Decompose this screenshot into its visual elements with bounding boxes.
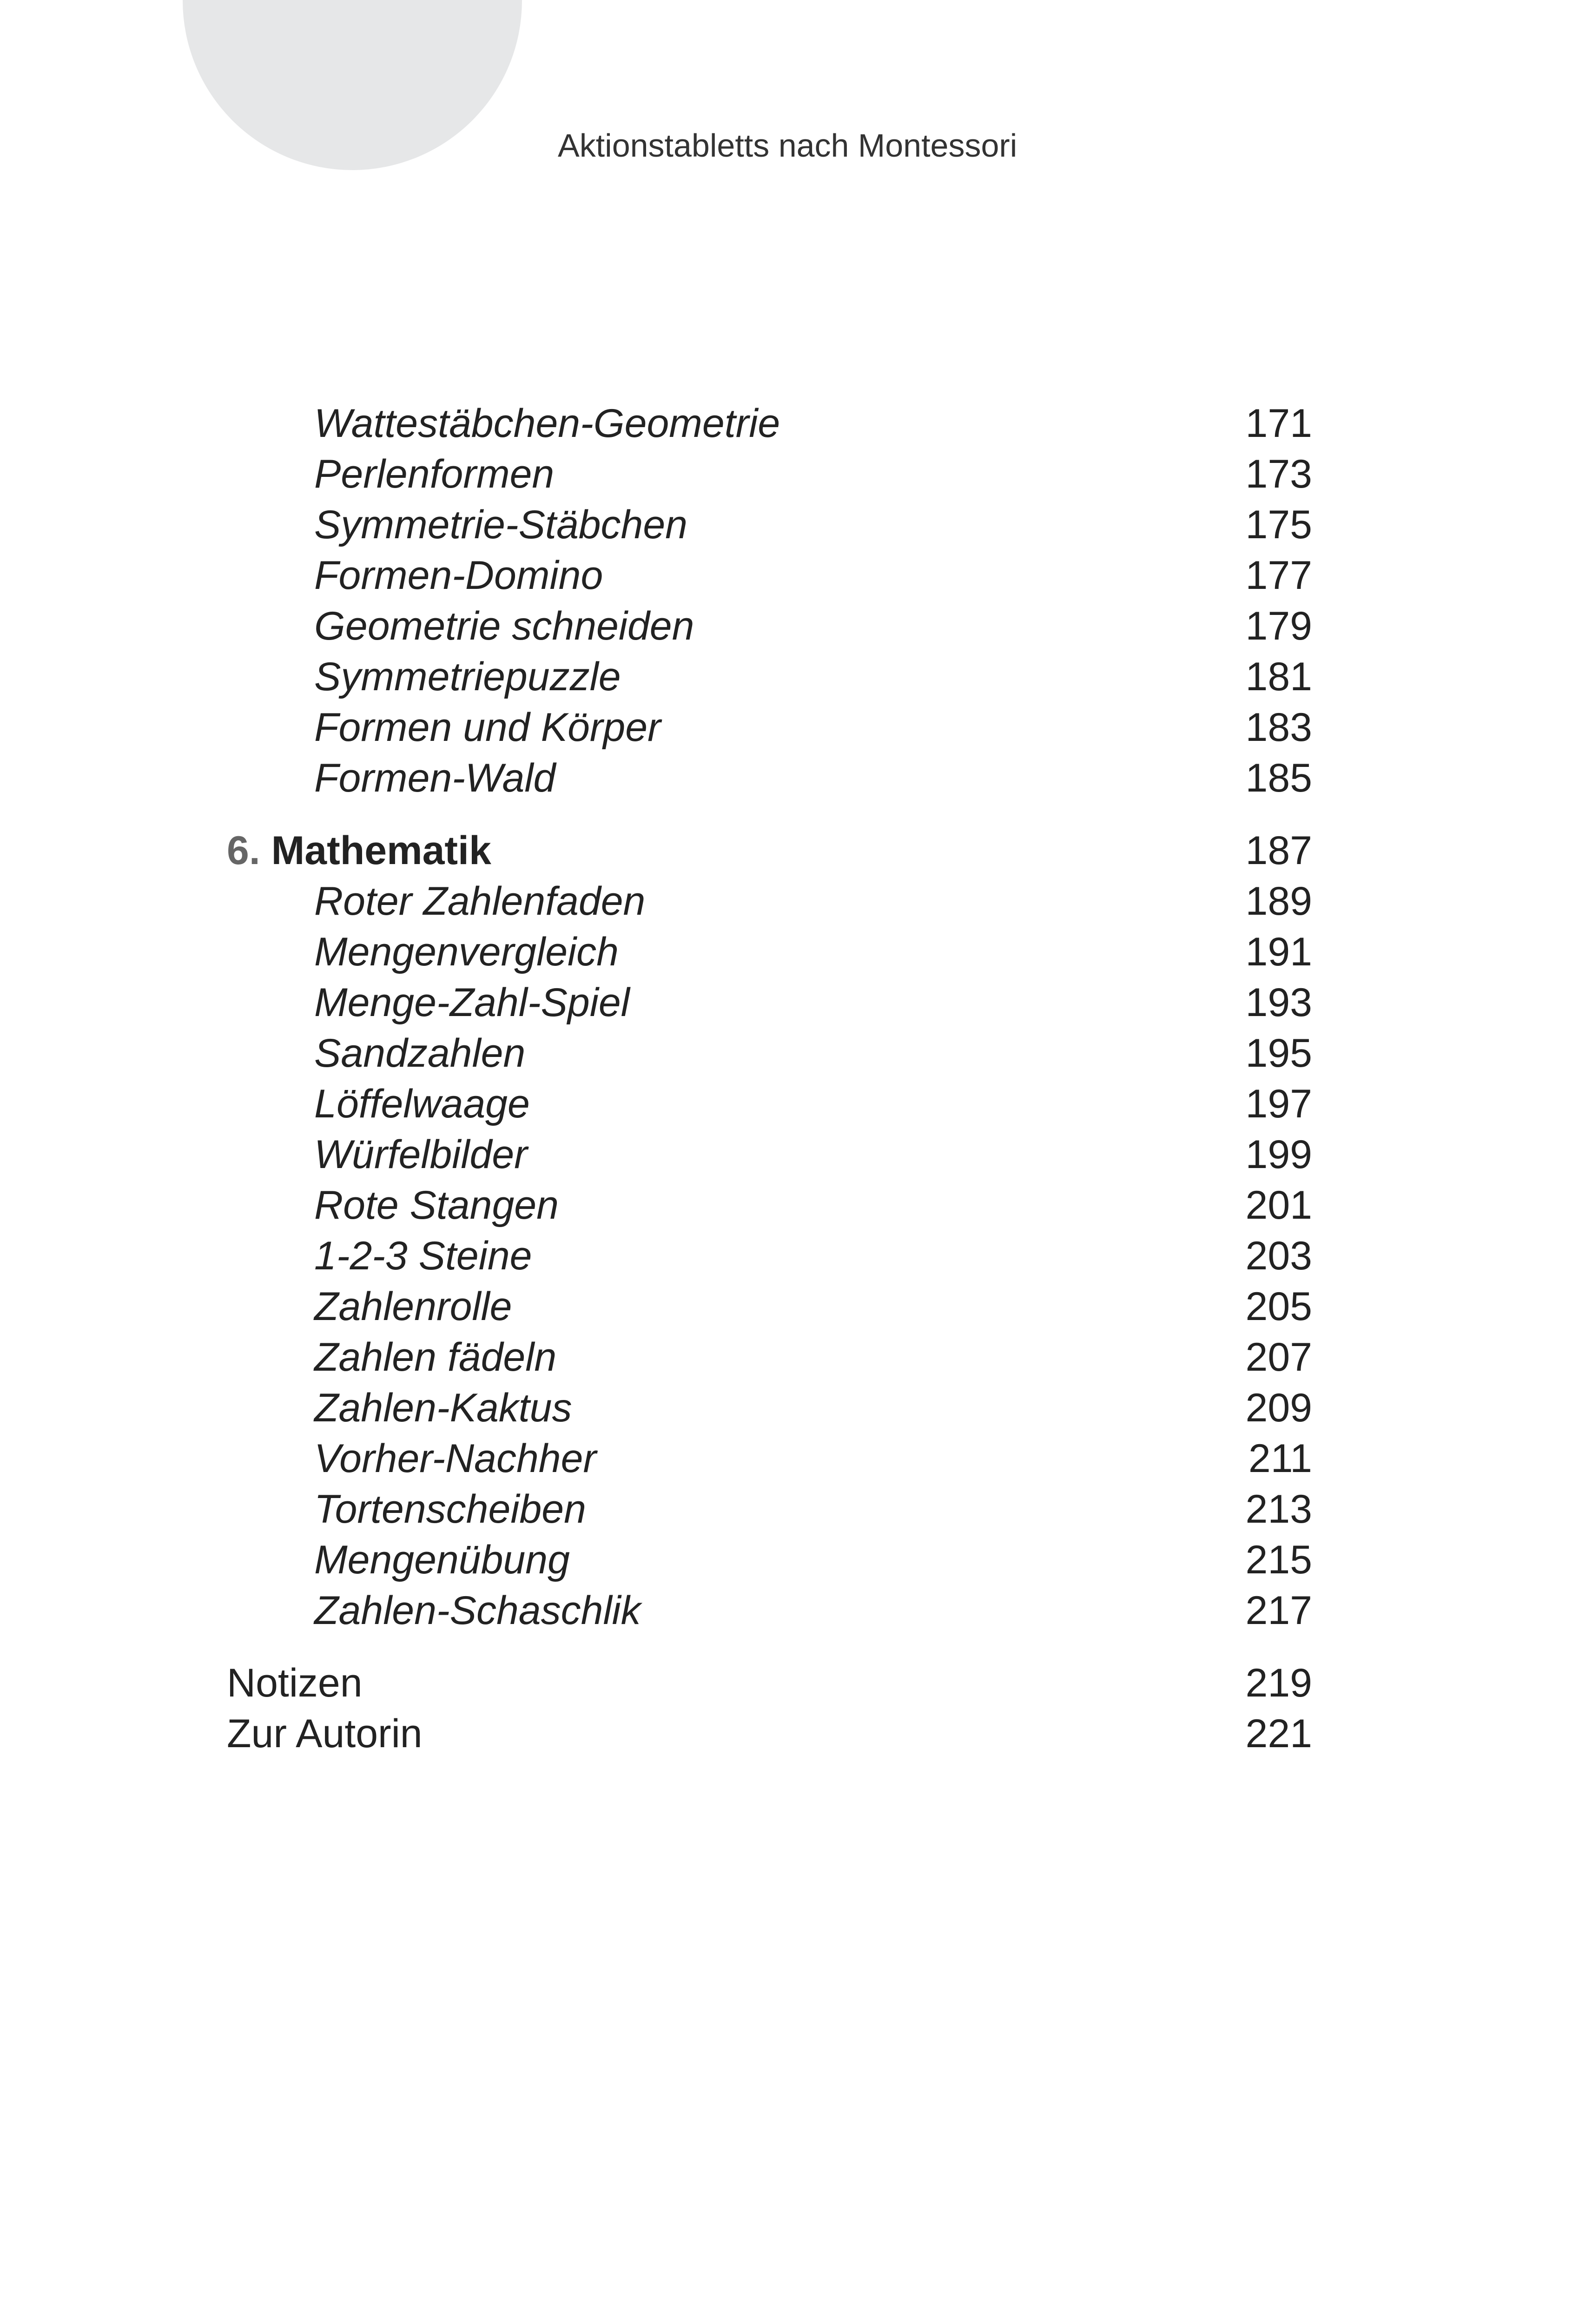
toc-entry-title: Wattestäbchen-Geometrie — [314, 401, 780, 446]
toc-entry-page: 179 — [1245, 604, 1312, 648]
toc-entry-title: 1-2-3 Steine — [314, 1234, 532, 1278]
toc-chapter-title — [227, 825, 491, 876]
toc-entry[interactable] — [227, 1028, 1312, 1079]
toc-entry-page: 193 — [1245, 980, 1312, 1025]
toc-entry[interactable] — [227, 1281, 1312, 1332]
toc-entry-title: Symmetrie-Stäbchen — [314, 502, 687, 547]
toc-entry-title: Menge-Zahl-Spiel — [314, 980, 630, 1025]
toc-entry-page: 197 — [1245, 1082, 1312, 1126]
toc-entry[interactable] — [227, 1535, 1312, 1585]
toc-entry[interactable] — [227, 1433, 1312, 1484]
toc-entry-page: 215 — [1245, 1538, 1312, 1582]
toc-entry[interactable] — [227, 1383, 1312, 1433]
toc-entry-page: 195 — [1245, 1031, 1312, 1076]
toc-entry-title: Zahlen fädeln — [314, 1335, 557, 1380]
decorative-circle — [183, 0, 522, 170]
toc-entry-title: Mengenvergleich — [314, 930, 619, 974]
table-of-contents — [227, 398, 1312, 1759]
toc-entry-page: 211 — [1248, 1436, 1312, 1481]
toc-entry-title: Würfelbilder — [314, 1132, 528, 1177]
toc-entry[interactable] — [227, 702, 1312, 753]
toc-entry-page: 209 — [1245, 1386, 1312, 1430]
toc-entry-title: Rote Stangen — [314, 1183, 559, 1228]
toc-entry-page: 177 — [1245, 553, 1312, 598]
toc-entry-page: 171 — [1245, 401, 1312, 446]
toc-entry-page: 221 — [1245, 1711, 1312, 1756]
toc-entry-title: Mengenübung — [314, 1538, 570, 1582]
toc-entry-page: 199 — [1245, 1132, 1312, 1177]
toc-chapter-number: 6. — [227, 828, 260, 873]
toc-entry-page: 175 — [1245, 502, 1312, 547]
toc-entry-title: Zahlen-Schaschlik — [314, 1588, 641, 1633]
toc-entry-page: 181 — [1245, 654, 1312, 699]
toc-backmatter-entry[interactable] — [227, 1709, 1312, 1759]
toc-entry[interactable] — [227, 1585, 1312, 1636]
toc-entry[interactable] — [227, 398, 1312, 449]
toc-entry-page: 201 — [1245, 1183, 1312, 1228]
toc-entry-page: 213 — [1245, 1487, 1312, 1532]
toc-entry-title: Geometrie schneiden — [314, 604, 694, 648]
toc-entry[interactable] — [227, 876, 1312, 927]
toc-entry-page: 191 — [1245, 930, 1312, 974]
toc-entry-title: Symmetriepuzzle — [314, 654, 621, 699]
toc-entry[interactable] — [227, 977, 1312, 1028]
toc-entry[interactable] — [227, 1231, 1312, 1281]
toc-entry[interactable] — [227, 652, 1312, 702]
toc-entry-title: Notizen — [227, 1661, 363, 1705]
toc-entry-title: Sandzahlen — [314, 1031, 526, 1076]
toc-entry-page: 189 — [1245, 879, 1312, 924]
toc-entry-page: 219 — [1245, 1661, 1312, 1705]
toc-entry[interactable] — [227, 1079, 1312, 1129]
toc-entry-page: 217 — [1245, 1588, 1312, 1633]
toc-entry-page: 183 — [1245, 705, 1312, 750]
toc-entry-page: 207 — [1245, 1335, 1312, 1380]
toc-entry-title: Tortenscheiben — [314, 1487, 586, 1532]
toc-entry[interactable] — [227, 1332, 1312, 1383]
toc-entry[interactable] — [227, 1180, 1312, 1231]
toc-entry-page: 173 — [1245, 452, 1312, 496]
toc-entry[interactable] — [227, 1129, 1312, 1180]
toc-entry-title: Löffelwaage — [314, 1082, 530, 1126]
toc-entry-title: Zahlenrolle — [314, 1284, 512, 1329]
toc-entry-title: Zahlen-Kaktus — [314, 1386, 572, 1430]
toc-entry-title: Formen-Domino — [314, 553, 603, 598]
toc-chapter-heading[interactable] — [227, 825, 1312, 876]
toc-chapter-page: 187 — [1245, 828, 1312, 873]
toc-entry[interactable] — [227, 449, 1312, 500]
toc-chapter-name: Mathematik — [271, 828, 491, 873]
toc-entry-title: Roter Zahlenfaden — [314, 879, 646, 924]
toc-entry[interactable] — [227, 550, 1312, 601]
toc-entry-page: 185 — [1245, 756, 1312, 800]
toc-entry-title: Formen-Wald — [314, 756, 556, 800]
toc-entry[interactable] — [227, 601, 1312, 652]
running-header: Aktionstabletts nach Montessori — [558, 127, 1017, 164]
toc-entry-title: Zur Autorin — [227, 1711, 423, 1756]
toc-entry[interactable] — [227, 1484, 1312, 1535]
toc-entry[interactable] — [227, 753, 1312, 804]
toc-entry-page: 205 — [1245, 1284, 1312, 1329]
toc-entry[interactable] — [227, 927, 1312, 977]
toc-entry[interactable] — [227, 500, 1312, 550]
toc-entry-title: Vorher-Nachher — [314, 1436, 597, 1481]
toc-backmatter-entry[interactable] — [227, 1658, 1312, 1709]
toc-entry-page: 203 — [1245, 1234, 1312, 1278]
toc-entry-title: Formen und Körper — [314, 705, 661, 750]
toc-entry-title: Perlenformen — [314, 452, 555, 496]
